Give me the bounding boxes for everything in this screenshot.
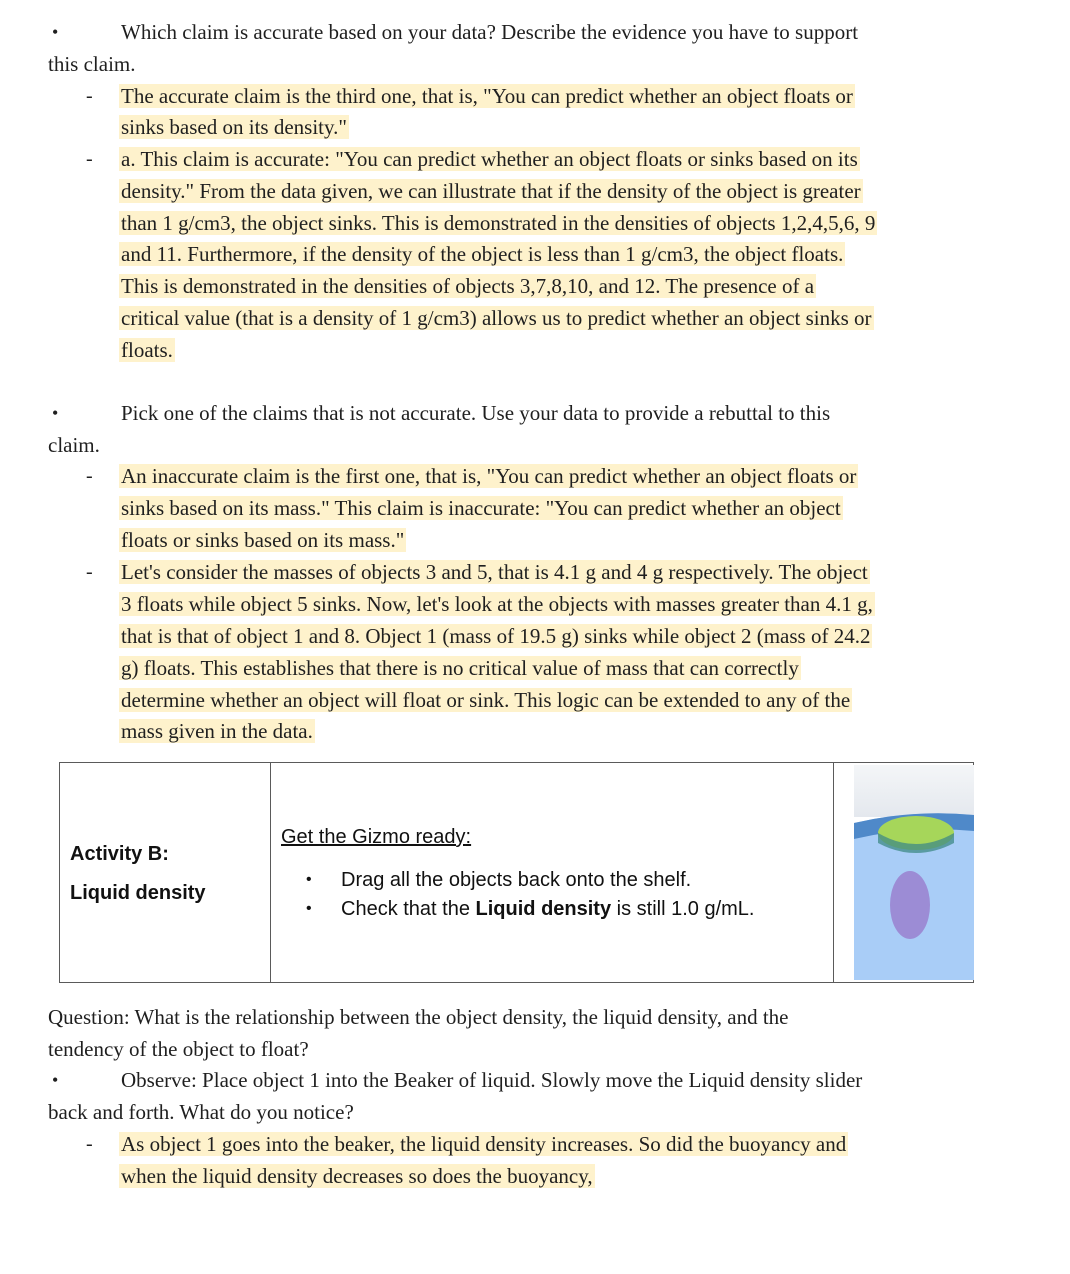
answer-line: g) floats. This establishes that there is no critical value of mass that can correctly <box>121 656 799 680</box>
answer-line: floats. <box>121 338 173 362</box>
bullet-icon: • <box>52 1070 59 1090</box>
question-text: Question: What is the relationship between the object density, the liquid density, and the <box>48 1005 789 1029</box>
dash-marker: - <box>86 85 93 107</box>
answer-line: sinks based on its density." <box>121 115 347 139</box>
answer-line: Let's consider the masses of objects 3 and 5, that is 4.1 g and 4 g respectively. The object <box>121 560 868 584</box>
question-text-continuation: this claim. <box>48 52 136 76</box>
observe-text-continuation: back and forth. What do you notice? <box>48 1100 354 1124</box>
answer-line: As object 1 goes into the beaker, the liquid density increases. So did the buoyancy and <box>121 1132 847 1156</box>
answer-line: a. This claim is accurate: "You can predict whether an object floats or sinks based on its <box>121 147 858 171</box>
dash-marker: - <box>86 1133 93 1155</box>
gizmo-heading: Get the Gizmo ready: <box>281 826 472 848</box>
answer-line: than 1 g/cm3, the object sinks. This is demonstrated in the densities of objects 1,2,4,5,6, 9 <box>121 211 876 235</box>
bullet-icon: • <box>52 403 59 423</box>
answer-line: 3 floats while object 5 sinks. Now, let's look at the objects with masses greater than 4.1 g, <box>121 592 873 616</box>
table-divider <box>833 763 834 982</box>
answer-line: density." From the data given, we can illustrate that if the density of the object is greater <box>121 179 861 203</box>
answer-line: An inaccurate claim is the first one, that is, "You can predict whether an object floats or <box>121 464 857 488</box>
bullet-icon: • <box>306 900 312 917</box>
dash-marker: - <box>86 148 93 170</box>
question-text-continuation: claim. <box>48 433 100 457</box>
answer-line: determine whether an object will float or sink. This logic can be extended to any of the <box>121 688 851 712</box>
beaker-floating-objects-icon <box>844 765 974 980</box>
question-text: Pick one of the claims that is not accurate. Use your data to provide a rebuttal to this <box>121 401 831 425</box>
bullet-icon: • <box>52 22 59 42</box>
bullet-icon: • <box>306 871 312 888</box>
answer-line: This is demonstrated in the densities of objects 3,7,8,10, and 12. The presence of a <box>121 274 815 298</box>
dash-marker: - <box>86 561 93 583</box>
table-divider <box>270 763 271 982</box>
dash-marker: - <box>86 465 93 487</box>
activity-table: Activity B: Liquid density Get the Gizmo ready: • Drag all the objects back onto the shelf. • Check that the Liquid density is still 1.0 g/mL. <box>59 762 974 983</box>
answer-line: sinks based on its mass." This claim is inaccurate: "You can predict whether an object <box>121 496 841 520</box>
answer-line: that is that of object 1 and 8. Object 1 (mass of 19.5 g) sinks while object 2 (mass of 24.2 <box>121 624 871 648</box>
answer-line: mass given in the data. <box>121 719 313 743</box>
activity-subtitle: Liquid density <box>70 882 206 904</box>
answer-line: floats or sinks based on its mass." <box>121 528 405 552</box>
answer-line: critical value (that is a density of 1 g/cm3) allows us to predict whether an object sinks or <box>121 306 872 330</box>
answer-line: The accurate claim is the third one, that is, "You can predict whether an object floats or <box>121 84 853 108</box>
question-text: Which claim is accurate based on your data? Describe the evidence you have to support <box>121 20 859 44</box>
answer-line: and 11. Furthermore, if the density of the object is less than 1 g/cm3, the object floats. <box>121 242 844 266</box>
question-text-continuation: tendency of the object to float? <box>48 1037 309 1061</box>
activity-title: Activity B: <box>70 843 169 865</box>
observe-text: Observe: Place object 1 into the Beaker of liquid. Slowly move the Liquid density slider <box>121 1068 863 1092</box>
answer-line: when the liquid density decreases so does the buoyancy, <box>121 1164 593 1188</box>
